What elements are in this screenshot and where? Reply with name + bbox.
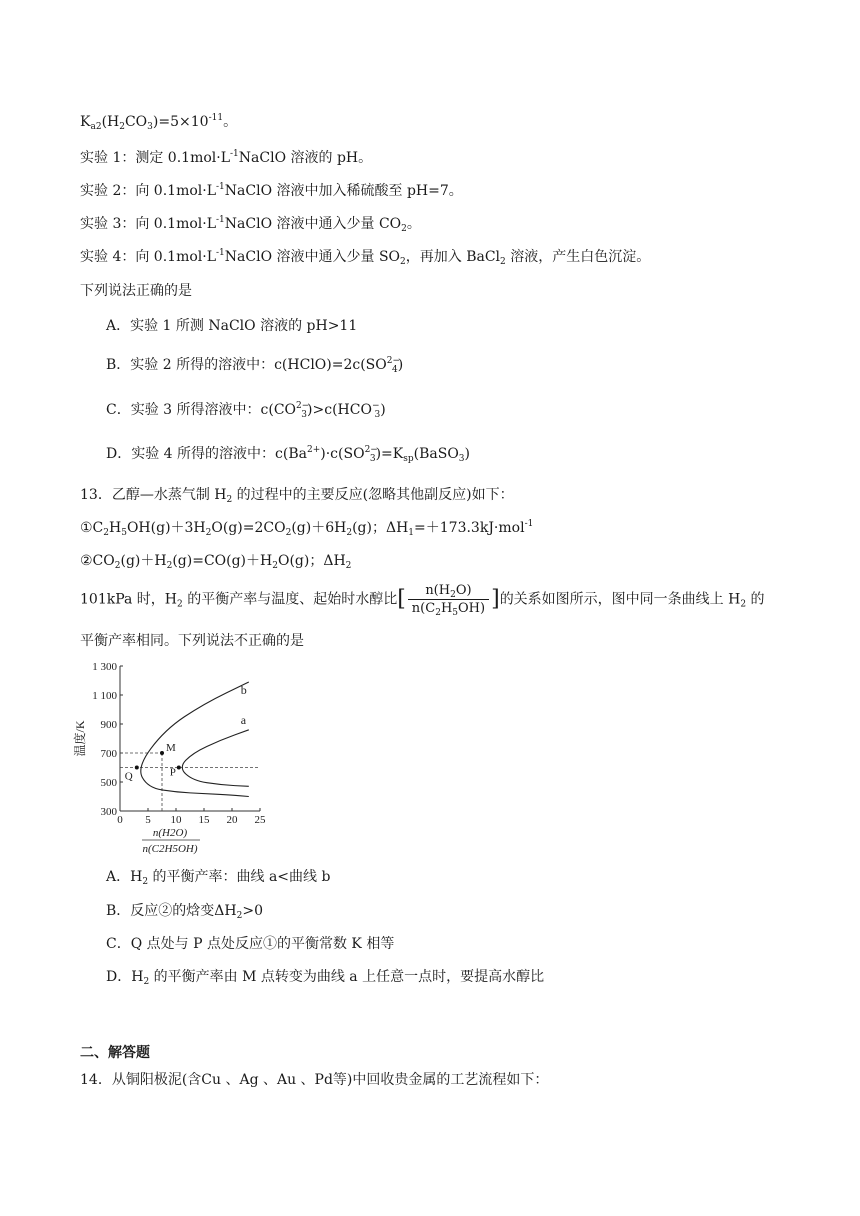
x-axis-label-denominator: n(C2H5OH)	[142, 843, 198, 855]
q13-option-a: A．$H_2$ 的平衡产率：曲线 a<曲线 b	[106, 869, 331, 887]
y-tick-label: 300	[100, 806, 117, 818]
q12-option-b: B．实验 2 所得的溶液中：$c(HClO)=2c(SO^{2-}_4)$	[106, 356, 404, 375]
point-P	[177, 766, 181, 770]
x-tick-label: 0	[117, 814, 123, 826]
experiment-3: 实验 3：向 $0.1mol\cdot L^{-1}NaClO$ 溶液中通入少量 $CO_2$。	[80, 215, 421, 234]
experiment-2: 实验 2：向 $0.1mol\cdot L^{-1}NaClO$ 溶液中加入稀硫酸至 pH=7。	[80, 182, 463, 199]
point-M	[160, 751, 164, 755]
point-label-P: P	[169, 766, 176, 779]
curve-label-a: a	[240, 712, 247, 727]
q13-reaction-2: $②CO_2(g)+H_2(g)=CO(g)+H_2O(g)$；$\Delta H_2$	[80, 553, 352, 571]
q12-stem: 下列说法正确的是	[80, 283, 192, 299]
y-tick-label: 500	[100, 777, 117, 789]
x-axis-label-numerator: n(H2O)	[152, 827, 188, 839]
x-tick-label: 20	[226, 814, 238, 826]
q14-stem: 14．从铜阳极泥(含Cu 、Ag 、Au 、Pd等)中回收贵金属的工艺流程如下：	[80, 1072, 549, 1088]
q12-option-a: A．实验 1 所测 NaClO 溶液的 pH>11	[106, 318, 358, 334]
q13-option-c: C．Q 点处与 P 点处反应①的平衡常数 K 相等	[106, 936, 395, 952]
q13-option-d: D．$H_2$ 的平衡产率由 M 点转变为曲线 a 上任意一点时，要提高水醇比	[106, 969, 545, 987]
y-tick-label: 700	[100, 748, 117, 760]
curve-a	[182, 730, 249, 787]
y-tick-label: 900	[100, 719, 117, 731]
point-label-M: M	[166, 742, 176, 754]
y-axis-label: 温度/K	[73, 720, 87, 757]
point-label-Q: Q	[124, 770, 133, 783]
temperature-ratio-chart	[72, 656, 272, 861]
q13-description-2: 平衡产率相同。下列说法不正确的是	[80, 633, 304, 649]
water-alcohol-ratio: $\frac{n(H_2O)}{n(C_2H_5OH)}$	[408, 582, 489, 617]
section-title: 二、解答题	[80, 1045, 150, 1061]
x-tick-label: 5	[145, 814, 151, 826]
q13-intro: 13．乙醇—水蒸气制 $H_2$ 的过程中的主要反应(忽略其他副反应)如下：	[80, 487, 514, 505]
curve-label-b: b	[240, 682, 247, 697]
y-tick-label: 1 100	[92, 690, 117, 702]
point-Q	[135, 766, 139, 770]
q13-option-b: B．反应②的焓变$\Delta H_2>0$	[106, 903, 263, 921]
q12-option-c: C．实验 3 所得溶液中：$c(CO^{2-}_3)>c(HCO^-_3)$	[106, 401, 386, 420]
q13-reaction-1: $①C_2H_5OH(g)+3H_2O(g)=2CO_2(g)+6H_2(g)$；$\Delta H_1=+173.3kJ\cdot mol^{-1}$	[80, 519, 534, 538]
ka2-line: $K_{a2}(H_2CO_3)=5\times 10^{-11}$。	[80, 113, 238, 132]
x-tick-label: 25	[254, 814, 266, 826]
x-tick-label: 10	[170, 814, 182, 826]
q13-description-1: 101kPa 时，$H_2$ 的平衡产率与温度、起始时水醇比[ $\frac{n(H_2O)}{n(C_2H_5OH)}$ ]的关系如图所示，图中同一条曲线上 $H_2$ 的	[80, 583, 765, 618]
experiment-4: 实验 4：向 $0.1mol\cdot L^{-1}NaClO$ 溶液中通入少量 $SO_2$，再加入 BaCl$_2$ 溶液，产生白色沉淀。	[80, 248, 651, 267]
x-tick-label: 15	[198, 814, 210, 826]
experiment-1: 实验 1：测定 $0.1mol\cdot L^{-1}NaClO$ 溶液的 pH。	[80, 149, 373, 166]
y-tick-label: 1 300	[92, 661, 117, 673]
q12-option-d: D．实验 4 所得的溶液中：$c(Ba^{2+})\cdot c(SO^{2-}_3)=K_{sp}(BaSO_3)$	[106, 445, 470, 464]
